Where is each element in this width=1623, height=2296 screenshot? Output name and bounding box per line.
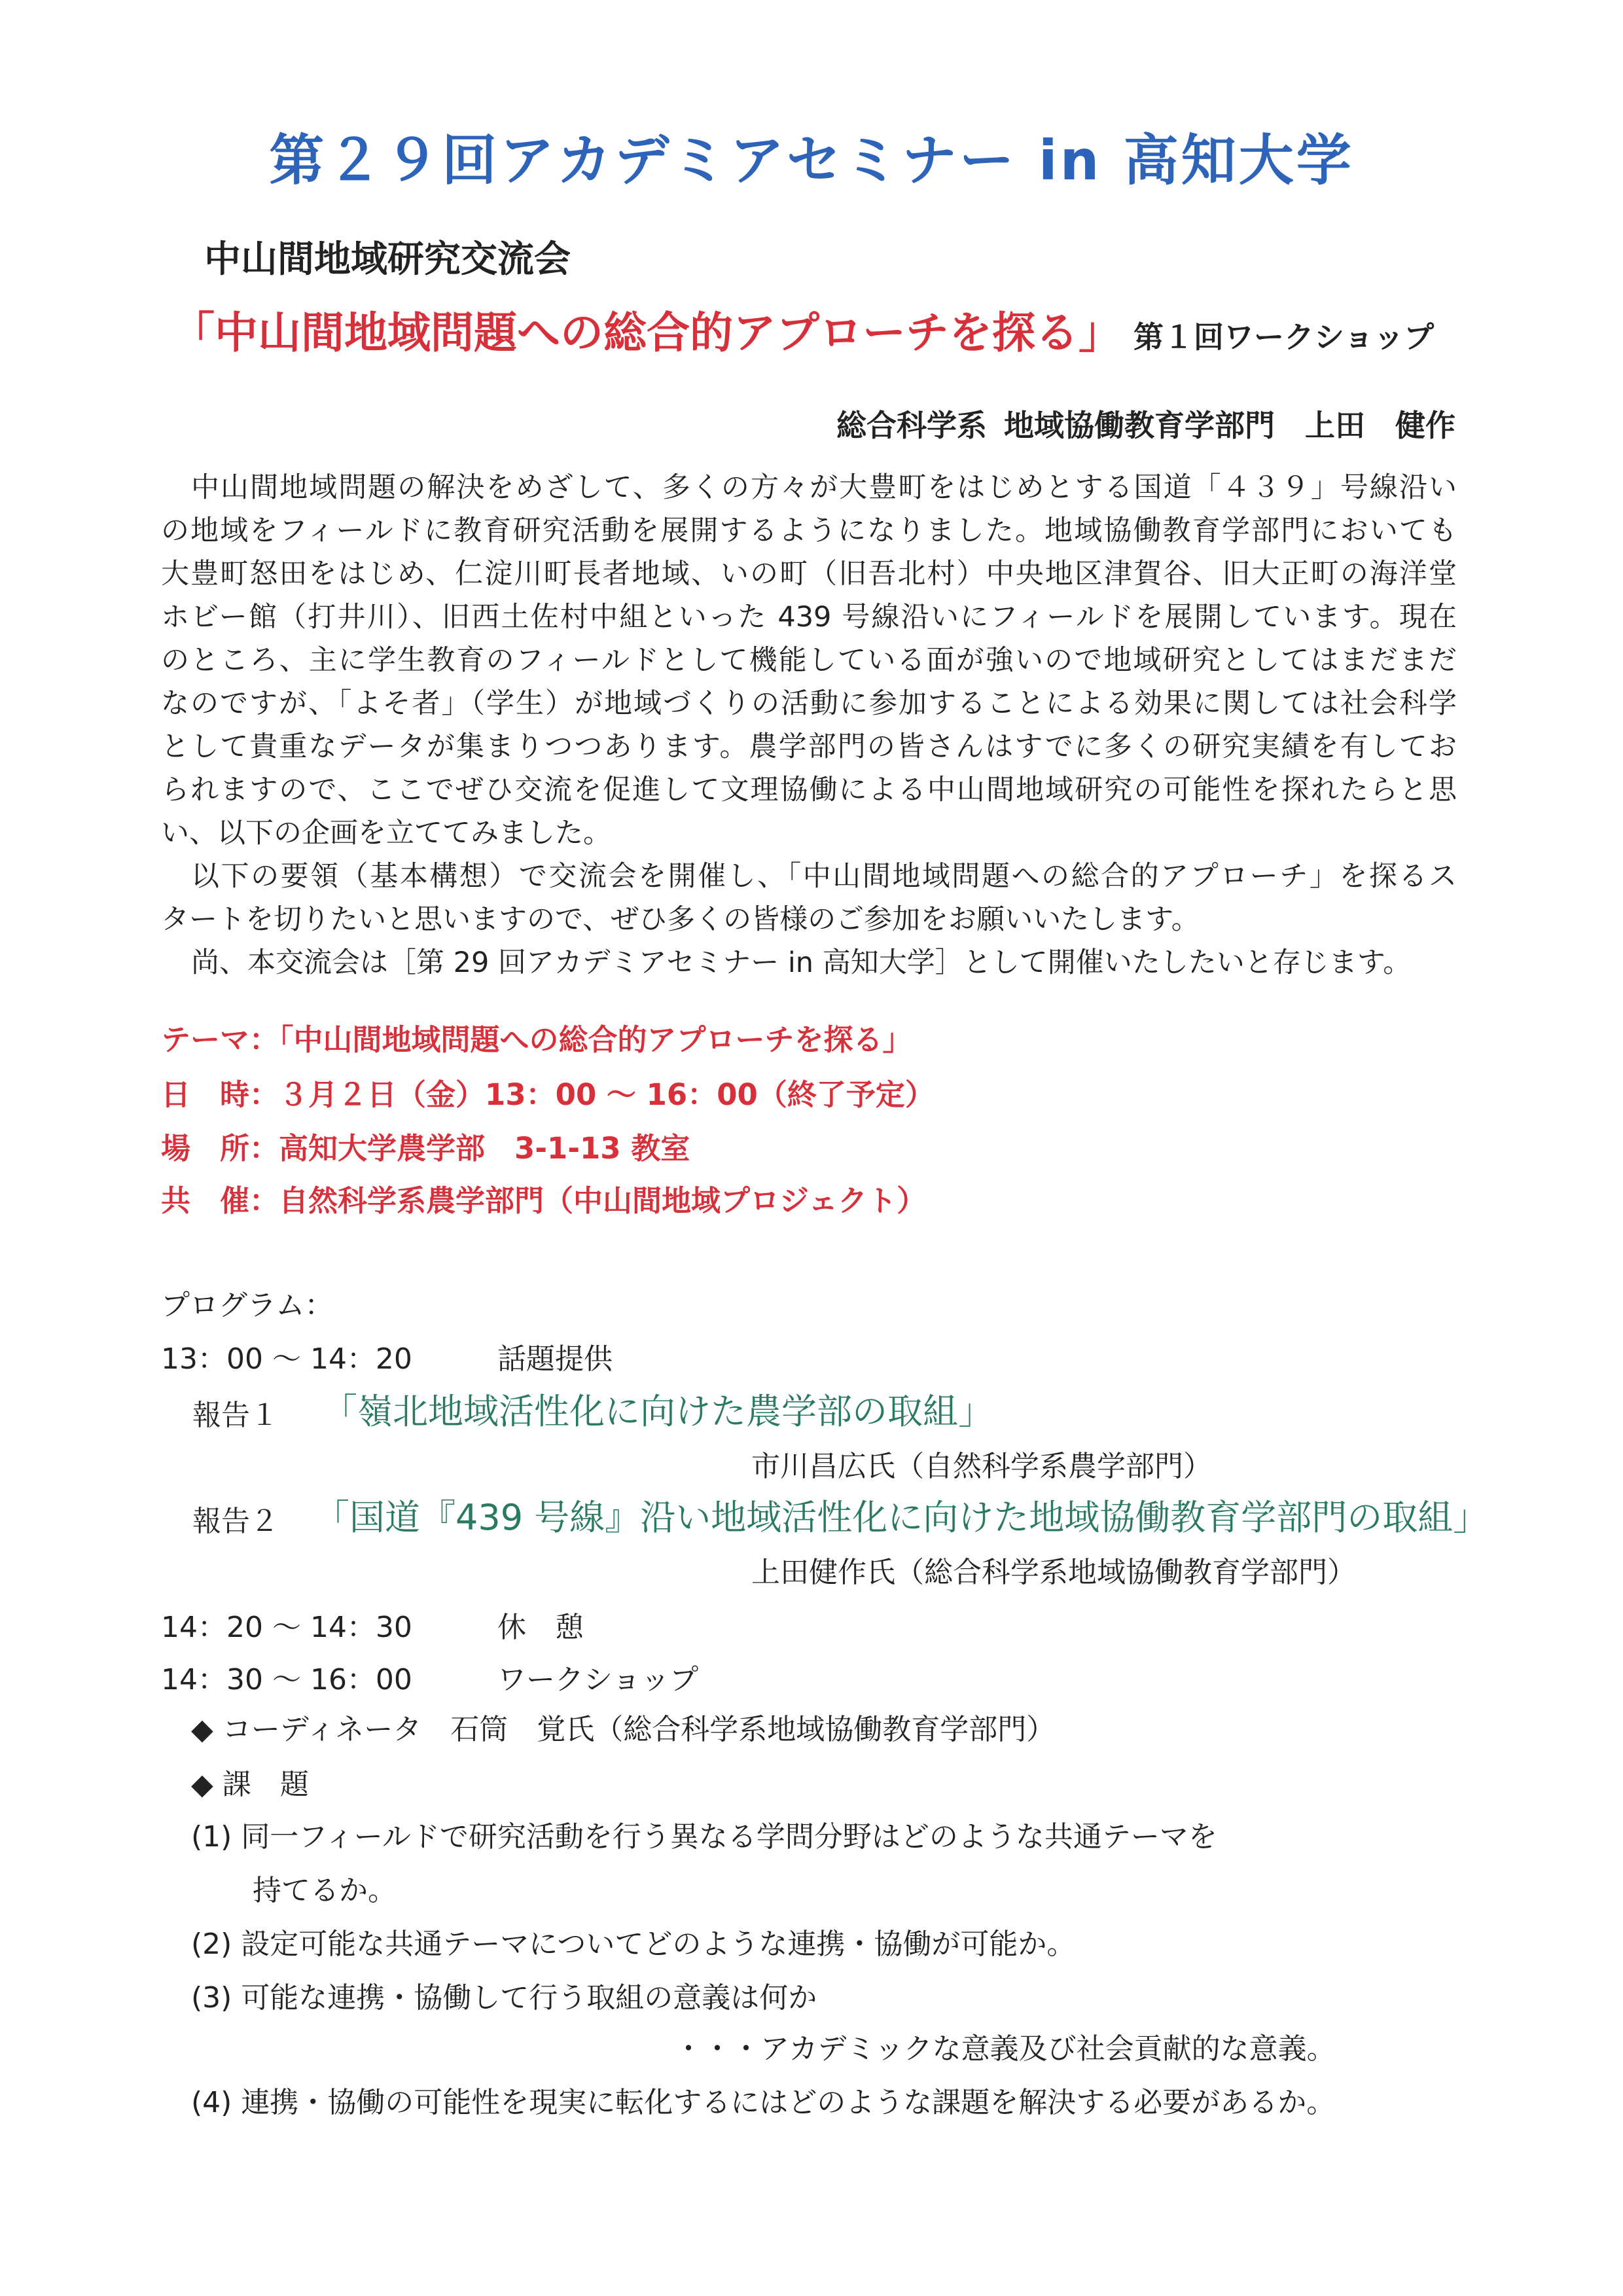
slot2-time: 14：20 ～ 14：30: [161, 1611, 412, 1644]
event-subtitle: 中山間地域研究交流会: [204, 238, 571, 281]
report2-label: 報告２: [192, 1505, 279, 1538]
theme-heading: 「中山間地域問題への総合的アプローチを探る」: [171, 308, 1122, 358]
report2-title: 「国道『439 号線』沿い地域活性化に向けた地域協働教育学部門の取組」: [314, 1497, 1489, 1538]
slot3-title: ワークショップ: [497, 1663, 699, 1696]
task-3: (3) 可能な連携・協働して行う取組の意義は何か: [191, 1981, 817, 2015]
info-theme-value: 「中山間地域問題への総合的アプローチを探る」: [279, 1022, 912, 1057]
info-datetime: [161, 1071, 935, 1113]
report1-speaker: 市川昌広氏（自然科学系農学部門）: [751, 1450, 1212, 1483]
body-line-6: なのですが、「よそ者」（学生）が地域づくりの活動に参加することによる効果に関しては社会科学: [161, 687, 1457, 720]
info-venue-value: 高知大学農学部 3-1-13 教室: [279, 1131, 690, 1166]
slot2-title: 休 憩: [497, 1611, 584, 1644]
report1-title: 「嶺北地域活性化に向けた農学部の取組」: [322, 1391, 993, 1432]
workshop-label: 第１回ワークショップ: [1133, 319, 1435, 355]
info-cohost: [161, 1177, 926, 1219]
tasks-label: ◆ 課 題: [191, 1768, 309, 1801]
body-line-3: 大豊町怒田をはじめ、仁淀川町長者地域、いの町（旧吾北村）中央地区津賀谷、旧大正町の海洋堂: [161, 558, 1457, 590]
slot1-title: 話題提供: [497, 1342, 613, 1376]
slot3-time: 14：30 ～ 16：00: [161, 1663, 412, 1696]
program-heading: プログラム：: [161, 1289, 334, 1322]
coordinator-line: ◆ コーディネータ 石筒 覚氏（総合科学系地域協働教育学部門）: [191, 1713, 1056, 1746]
report2-speaker: 上田健作氏（総合科学系地域協働教育学部門）: [751, 1556, 1356, 1589]
info-cohost-label: 共 催：: [161, 1183, 279, 1218]
author-line: 総合科学系 地域協働教育学部門 上田 健作: [836, 408, 1455, 443]
seminar-title: 第２９回アカデミアセミナー in 高知大学: [269, 128, 1354, 192]
task-1: (1) 同一フィールドで研究活動を行う異なる学問分野はどのような共通テーマを: [191, 1820, 1217, 1854]
body-line-9: い、以下の企画を立ててみました。: [161, 817, 611, 850]
info-venue: [161, 1124, 690, 1167]
task-2: (2) 設定可能な共通テーマについてどのような連携・協働が可能か。: [191, 1928, 1076, 1961]
body-line-1: 中山間地域問題の解決をめざして、多くの方々が大豊町をはじめとする国道「４３９」号線沿い: [191, 471, 1457, 504]
info-venue-label: 場 所：: [161, 1131, 279, 1166]
info-datetime-value: ３月２日（金）13：00 ～ 16：00（終了予定）: [279, 1077, 935, 1112]
info-theme: [161, 1016, 912, 1058]
report1-label: 報告１: [192, 1399, 279, 1432]
body-line-10: 以下の要領（基本構想）で交流会を開催し、「中山間地域問題への総合的アプローチ」を探るス: [191, 860, 1457, 893]
info-theme-label: テーマ：: [161, 1022, 279, 1057]
body-line-8: られますので、ここでぜひ交流を促進して文理協働による中山間地域研究の可能性を探れたらと思: [161, 774, 1457, 806]
task-4: (4) 連携・協働の可能性を現実に転化するにはどのような課題を解決する必要があるか。: [191, 2086, 1336, 2119]
slot1-time: 13：00 ～ 14：20: [161, 1342, 412, 1376]
body-line-11: タートを切りたいと思いますので、ぜひ多くの皆様のご参加をお願いいたします。: [161, 903, 1200, 936]
info-datetime-label: 日 時：: [161, 1077, 279, 1112]
body-line-5: のところ、主に学生教育のフィールドとして機能している面が強いので地域研究としてはまだまだ: [161, 644, 1457, 677]
body-line-7: として貴重なデータが集まりつつあります。農学部門の皆さんはすでに多くの研究実績を有してお: [161, 730, 1457, 763]
body-line-2: の地域をフィールドに教育研究活動を展開するようになりました。地域協働教育学部門においても: [161, 514, 1457, 547]
body-line-4: ホビー館（打井川）、旧西土佐村中組といった 439 号線沿いにフィールドを展開しています。現在: [161, 601, 1457, 634]
task-3-continued: ・・・アカデミックな意義及び社会貢献的な意義。: [674, 2032, 1336, 2066]
theme-heading-line: [171, 298, 1434, 360]
info-cohost-value: 自然科学系農学部門（中山間地域プロジェクト）: [279, 1183, 927, 1218]
body-line-12: 尚、本交流会は［第 29 回アカデミアセミナー in 高知大学］として開催いたしたいと存じます。: [191, 946, 1412, 979]
task-1-continued: 持てるか。: [253, 1874, 397, 1907]
